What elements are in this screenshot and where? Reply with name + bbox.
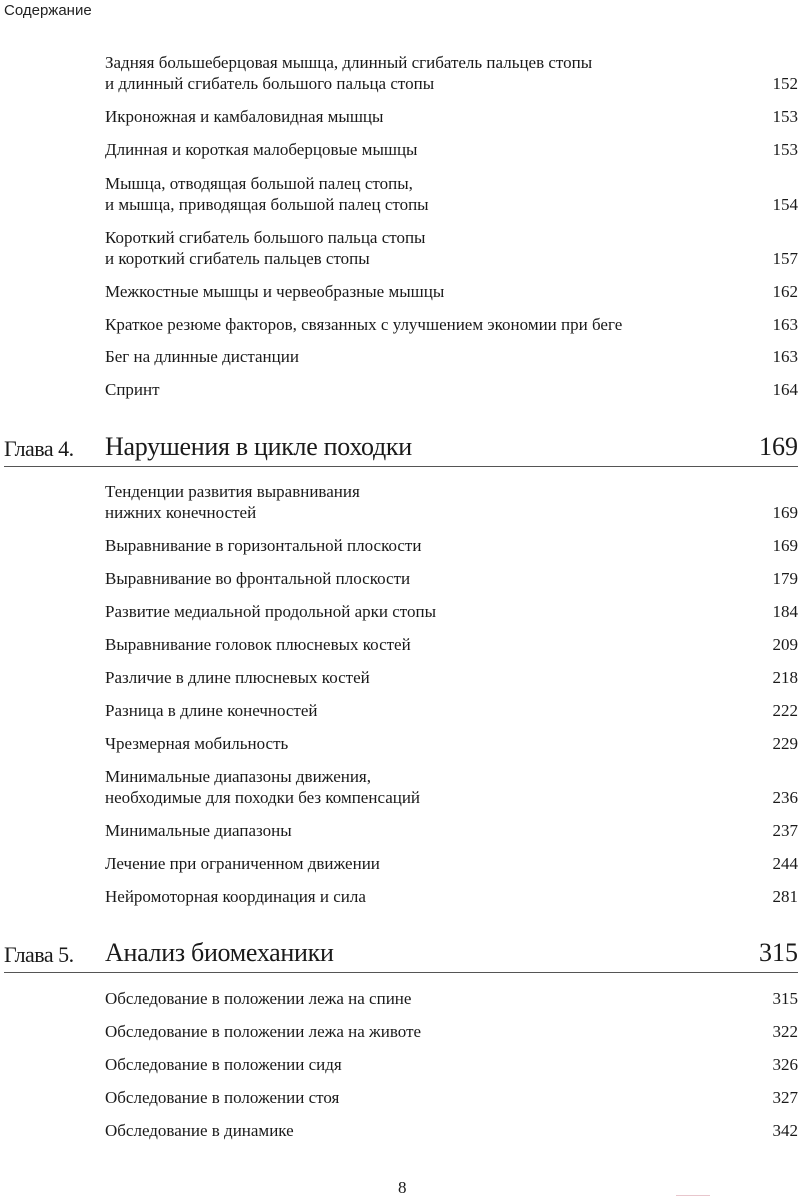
toc-entry-title-line: и длинный сгибатель большого пальца стопы [105,74,435,93]
chapter-number: Глава 4. [4,436,74,461]
toc-entry-title: Развитие медиальной продольной арки стопы [105,602,437,621]
toc-entry-page: 163 [772,347,798,366]
toc-entry-page: 153 [772,140,798,159]
toc-entry-title-line: Тенденции развития выравнивания [105,482,360,501]
toc-entry[interactable] [105,379,798,400]
toc-entry-title-line: необходимые для походки без компенсаций [105,788,421,807]
toc-entry[interactable] [105,481,798,523]
toc-entry-page: 152 [772,74,798,93]
toc-entry[interactable] [105,988,798,1009]
toc-entry-title: Минимальные диапазоны [105,821,292,840]
toc-entry-title-line: Минимальные диапазоны движения, [105,767,371,786]
toc-entry[interactable] [105,700,798,721]
toc-entry-page: 315 [772,989,798,1008]
toc-entry[interactable] [105,766,798,808]
toc-entry-title: Выравнивание головок плюсневых костей [105,635,411,654]
toc-entry-title-line: Короткий сгибатель большого пальца стопы [105,228,426,247]
running-head: Содержание [4,2,92,19]
chapter-page: 315 [759,938,798,967]
toc-entry-page: 342 [772,1121,798,1140]
toc-entry-title: Длинная и короткая малоберцовые мышцы [105,140,418,159]
toc-entry-page: 169 [772,503,798,522]
toc-entry-page: 184 [772,602,798,621]
toc-entry-title: Различие в длине плюсневых костей [105,668,370,687]
toc-entry[interactable] [105,601,798,622]
toc-entry-title: Икроножная и камбаловидная мышцы [105,107,384,126]
chapter-number: Глава 5. [4,942,74,967]
toc-entry-page: 229 [772,734,798,753]
toc-entry-page: 281 [772,887,798,906]
toc-entry-title: Лечение при ограниченном движении [105,854,380,873]
toc-entry-title: Разница в длине конечностей [105,701,318,720]
toc-entry-page: 326 [772,1055,798,1074]
toc-entry[interactable] [105,820,798,841]
toc-entry[interactable] [105,568,798,589]
scan-mark [676,1195,710,1196]
toc-entry-page: 169 [772,536,798,555]
toc-entry-title: Обследование в динамике [105,1121,294,1140]
toc-entry-page: 163 [772,315,798,334]
toc-entry-title: Бег на длинные дистанции [105,347,299,366]
toc-entry[interactable] [105,1120,798,1141]
toc-entry-page: 237 [772,821,798,840]
toc-entry[interactable] [105,173,798,215]
chapter-page: 169 [759,432,798,461]
toc-entry-title: Обследование в положении лежа на спине [105,989,412,1008]
toc-entry-page: 209 [772,635,798,654]
toc-entry[interactable] [105,1087,798,1108]
toc-entry[interactable] [105,535,798,556]
toc-entry[interactable] [105,733,798,754]
toc-entry-page: 322 [772,1022,798,1041]
toc-entry[interactable] [105,314,798,335]
toc-entry-title: Спринт [105,380,160,399]
toc-entry-title: Обследование в положении стоя [105,1088,340,1107]
toc-entry-page: 179 [772,569,798,588]
toc-entry-page: 236 [772,788,798,807]
toc-entry-page: 157 [772,249,798,268]
chapter-heading[interactable] [4,940,798,973]
toc-entry-title: Выравнивание в горизонтальной плоскости [105,536,422,555]
toc-entry-title-line: нижних конечностей [105,503,257,522]
toc-entry-title: Выравнивание во фронтальной плоскости [105,569,411,588]
toc-entry-page: 218 [772,668,798,687]
toc-entry[interactable] [105,886,798,907]
page-number: 8 [398,1178,407,1197]
toc-entry-title: Чрезмерная мобильность [105,734,289,753]
chapter-heading[interactable] [4,434,798,467]
chapter-title: Анализ биомеханики [105,938,334,967]
toc-entry[interactable] [105,634,798,655]
toc-entry[interactable] [105,281,798,302]
toc-entry[interactable] [105,1021,798,1042]
toc-entry-title: Краткое резюме факторов, связанных с улучшением экономии при беге [105,315,623,334]
toc-entry-page: 222 [772,701,798,720]
toc-entry-title-line: Задняя большеберцовая мышца, длинный сгибатель пальцев стопы [105,53,593,72]
toc-entry-title-line: Мышца, отводящая большой палец стопы, [105,174,413,193]
toc-entry-title: Межкостные мышцы и червеобразные мышцы [105,282,445,301]
chapter-title: Нарушения в цикле походки [105,432,412,461]
toc-entry-title-line: и короткий сгибатель пальцев стопы [105,249,370,268]
toc-entry[interactable] [105,52,798,94]
toc-entry[interactable] [105,106,798,127]
toc-entry[interactable] [105,667,798,688]
toc-entry-page: 162 [772,282,798,301]
toc-entry[interactable] [105,853,798,874]
toc-entry-page: 327 [772,1088,798,1107]
toc-entry-title-line: и мышца, приводящая большой палец стопы [105,195,429,214]
toc-entry-page: 244 [772,854,798,873]
toc-entry[interactable] [105,139,798,160]
toc-entry-page: 153 [772,107,798,126]
toc-entry[interactable] [105,1054,798,1075]
toc-entry[interactable] [105,346,798,367]
toc-entry-page: 154 [772,195,798,214]
toc-entry-page: 164 [772,380,798,399]
toc-entry[interactable] [105,227,798,269]
toc-entry-title: Обследование в положении лежа на животе [105,1022,422,1041]
toc-entry-title: Нейромоторная координация и сила [105,887,366,906]
toc-entry-title: Обследование в положении сидя [105,1055,342,1074]
